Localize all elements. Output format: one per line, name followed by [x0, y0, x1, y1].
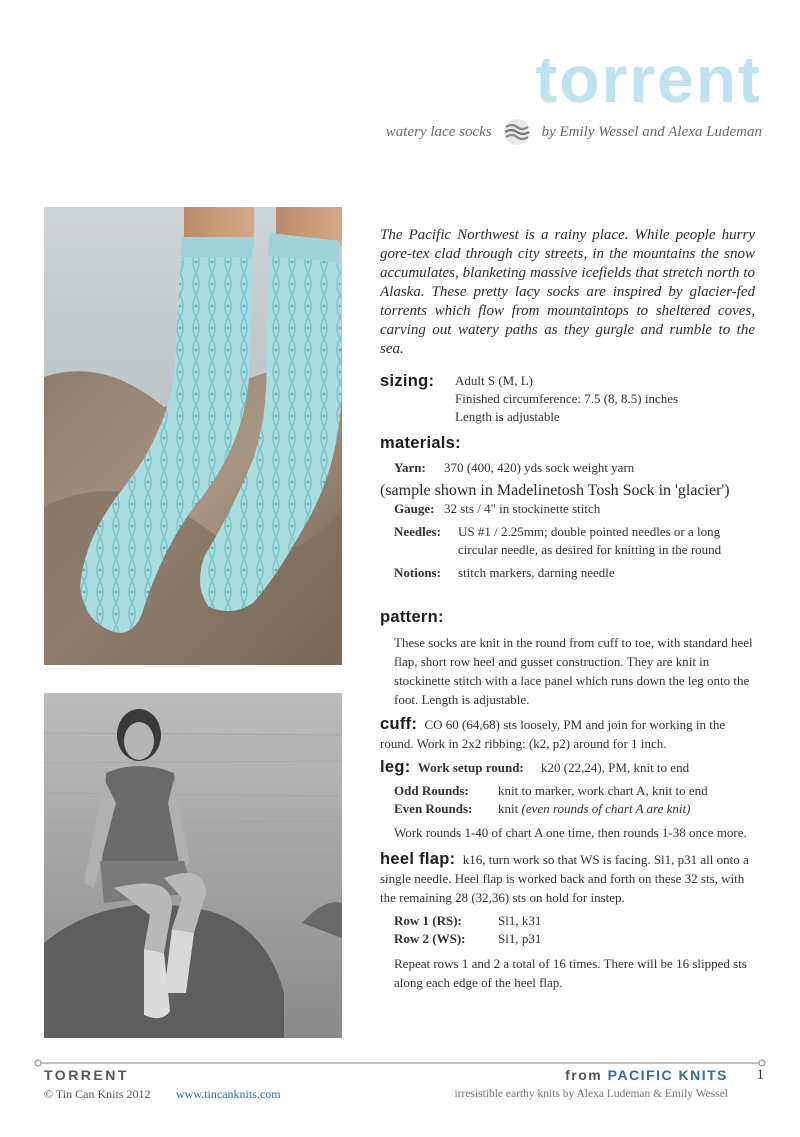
page-number: 1 [756, 1067, 764, 1083]
odd-rounds-text: knit to marker, work chart A, knit to end [498, 783, 708, 798]
footer-tagline: irresistible earthy knits by Alexa Ludeman & Emily Wessel [454, 1088, 728, 1100]
yarn-note: (sample shown in Madelinetosh Tosh Sock in 'glacier') [380, 482, 730, 499]
wave-logo-icon [502, 117, 532, 147]
setup-round-text: k20 (22,24), PM, knit to end [541, 760, 690, 775]
needles-value: US #1 / 2.25mm; double pointed needles or a long circular needle, as desired for knitting in the round [458, 524, 722, 557]
socks-photo [44, 207, 342, 665]
heel-flap-heading: heel flap: [380, 850, 456, 868]
setup-round-label: Work setup round: [417, 760, 524, 775]
gauge-label: Gauge: [394, 501, 435, 516]
yarn-value: 370 (400, 420) yds sock weight yarn [444, 460, 635, 475]
materials-heading: materials: [380, 434, 461, 452]
footer-link[interactable]: www.tincanknits.com [176, 1087, 281, 1101]
odd-rounds-label: Odd Rounds: [394, 783, 469, 798]
row2-text: Sl1, p31 [498, 931, 542, 946]
footer-from-word: from [565, 1067, 603, 1083]
footer-book-title [565, 1067, 728, 1083]
content-column [380, 226, 755, 992]
even-rounds-text: knit (even rounds of chart A are knit) [498, 801, 691, 816]
sizing-heading: sizing: [380, 372, 435, 390]
page-title: torrent [535, 42, 762, 116]
cuff-text: CO 60 (64,68) sts loosely, PM and join for working in the round. Work in 2x2 ribbing: (k2, p2) around for 1 inch. [380, 717, 726, 751]
gauge-value: 32 sts / 4" in stockinette stitch [444, 501, 601, 516]
heel-flap-section [380, 850, 755, 992]
sizing-line: Finished circumference: 7.5 (8, 8.5) inches [455, 391, 679, 406]
row1-label: Row 1 (RS): [394, 913, 462, 928]
row2-label: Row 2 (WS): [394, 931, 466, 946]
footer-title: TORRENT [44, 1067, 129, 1083]
sizing-line: Length is adjustable [455, 409, 560, 424]
cuff-section [380, 715, 755, 753]
byline: by Emily Wessel and Alexa Ludeman [541, 123, 762, 140]
notions-label: Notions: [394, 565, 441, 580]
footer-divider [34, 1059, 766, 1067]
sizing-section [380, 372, 755, 426]
leg-heading: leg: [380, 758, 411, 776]
leg-section [380, 758, 755, 842]
row1-text: Sl1, k31 [498, 913, 542, 928]
footer-copyright: © Tin Can Knits 2012 [44, 1087, 151, 1101]
heel-repeat-text: Repeat rows 1 and 2 a total of 16 times. There will be 16 slipped sts along each edge of the heel flap. [394, 956, 747, 990]
sizing-line: Adult S (M, L) [455, 373, 533, 388]
materials-section [380, 434, 755, 582]
cuff-heading: cuff: [380, 715, 418, 733]
footer-book-name: PACIFIC KNITS [607, 1067, 728, 1083]
yarn-label: Yarn: [394, 460, 426, 475]
leg-note: Work rounds 1-40 of chart A one time, then rounds 1-38 once more. [394, 825, 747, 840]
pattern-section [380, 608, 755, 709]
intro-paragraph: The Pacific Northwest is a rainy place. While people hurry gore-tex clad through city streets, in the mountains the snow accumulates, blanketing massive icefields that stretch north to Alaska. These pretty lacy socks are inspired by glacier-fed torrents which flow from mountaintops to sheltered coves, carving out watery paths as they gurgle and rumble to the sea. [380, 227, 755, 357]
subtitle-row [386, 117, 762, 147]
notions-value: stitch markers, darning needle [458, 565, 615, 580]
even-rounds-label: Even Rounds: [394, 801, 473, 816]
subtitle: watery lace socks [385, 123, 492, 140]
needles-label: Needles: [394, 524, 441, 539]
model-photo [44, 693, 342, 1038]
heel-flap-text: k16, turn work so that WS is facing. Sl1, p31 all onto a single needle. Heel flap is worked back and forth on these 32 sts, with the remaining 28 (32,36) sts on hold for instep. [380, 852, 749, 905]
pattern-heading: pattern: [380, 608, 444, 626]
pattern-text: These socks are knit in the round from cuff to toe, with standard heel flap, short row heel and gusset construction. They are knit in stockinette stitch with a lace panel which runs down the leg onto the foot. Length is adjustable. [394, 635, 753, 707]
